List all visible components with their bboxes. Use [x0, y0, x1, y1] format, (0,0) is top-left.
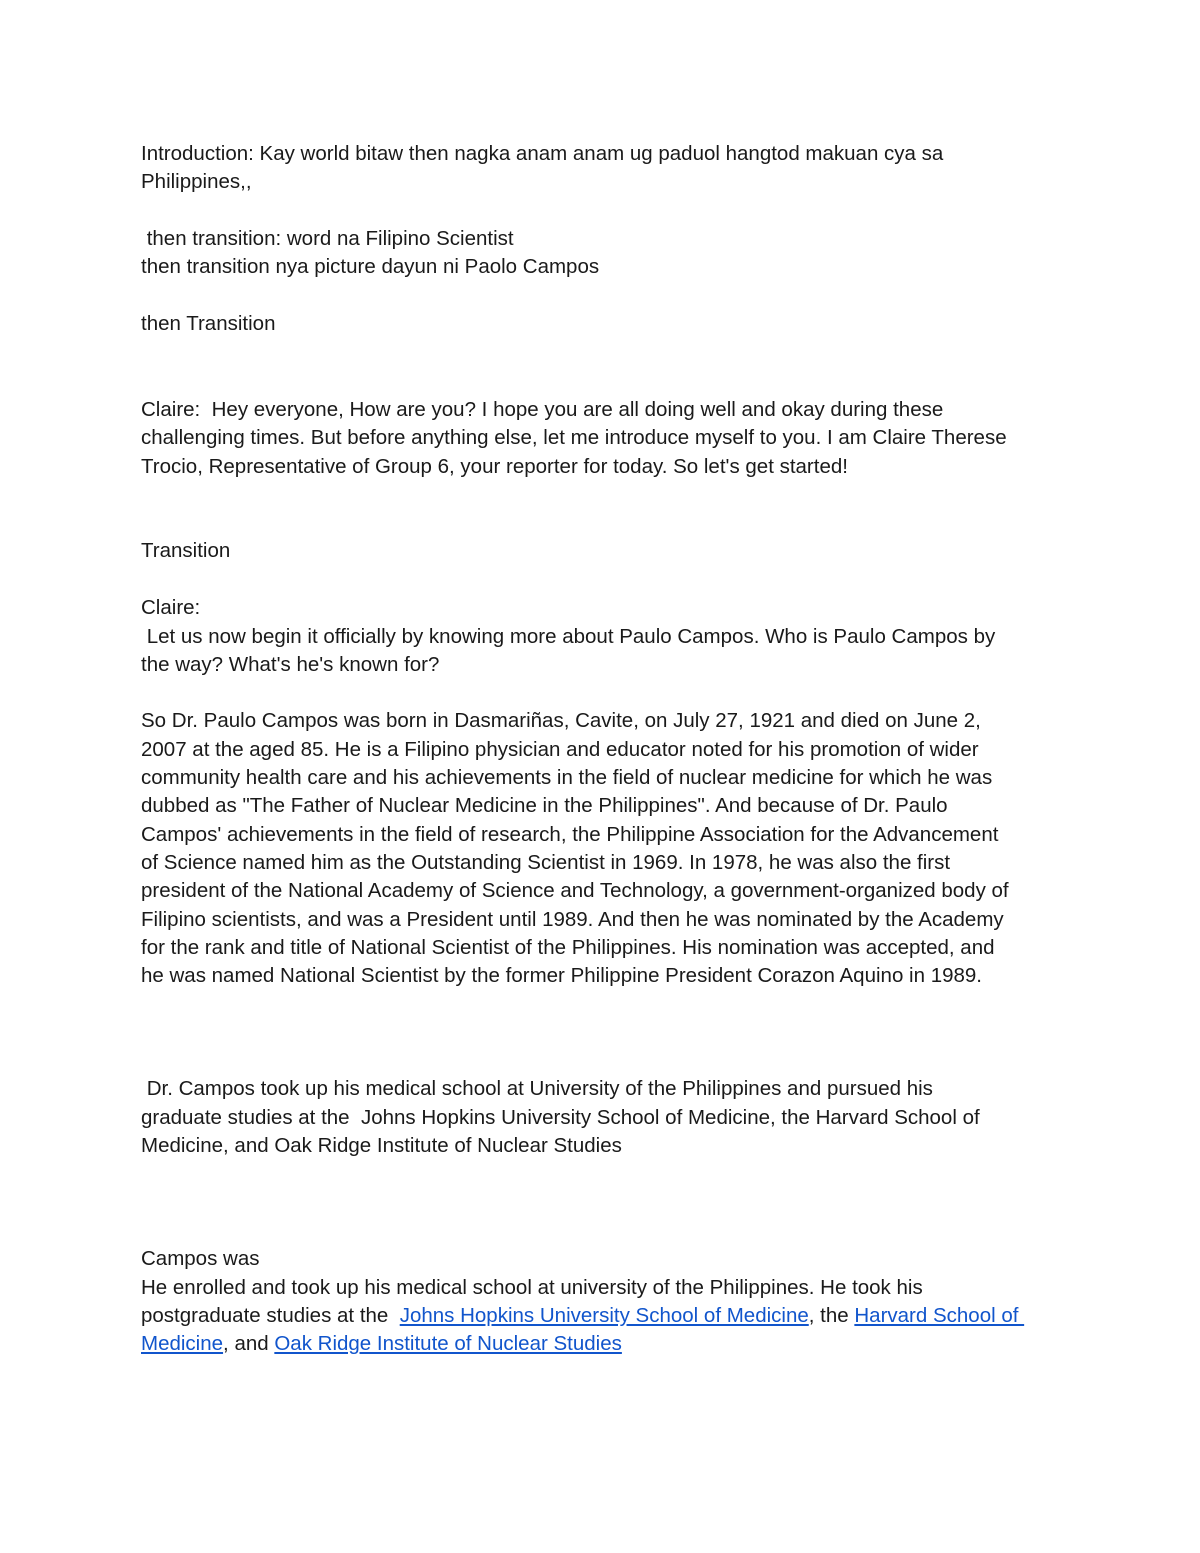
transition-note-line: then Transition: [141, 311, 276, 335]
bio-line: president of the National Academy of Science and Technology, a government-organized body of: [141, 879, 1009, 903]
blank-line: [141, 338, 1071, 396]
question-line: the way? What's he's known for?: [141, 652, 440, 676]
bio-line: So Dr. Paulo Campos was born in Dasmariñas, Cavite, on July 27, 1921 and died on June 2,: [141, 709, 981, 733]
claire-label: Claire:: [141, 596, 201, 620]
blank-line: [141, 679, 1071, 707]
blank-line: [141, 281, 1071, 309]
education-line: graduate studies at the Johns Hopkins University School of Medicine, the Harvard School of: [141, 1105, 980, 1129]
transition-label: Transition: [141, 538, 231, 562]
bio-line: he was named National Scientist by the former Philippine President Corazon Aquino in 1989.: [141, 964, 982, 988]
bio-line: for the rank and title of National Scientist of the Philippines. His nomination was accepted, and: [141, 935, 995, 959]
closing-line-with-links: [141, 1330, 1071, 1358]
bio-line: Campos' achievements in the field of research, the Philippine Association for the Advancement: [141, 822, 999, 846]
claire-intro-line: Claire: Hey everyone, How are you? I hope you are all doing well and okay during these: [141, 398, 944, 422]
closing-text: , and: [223, 1332, 275, 1356]
bio-line: Filipino scientists, and was a President until 1989. And then he was nominated by the Academy: [141, 907, 1004, 931]
closing-heading: Campos was: [141, 1247, 260, 1271]
johns-hopkins-link[interactable]: Johns Hopkins University School of Medicine: [399, 1303, 809, 1327]
bio-line: of Science named him as the Outstanding Scientist in 1969. In 1978, he was also the first: [141, 850, 951, 874]
transition-notes: [141, 225, 1071, 338]
biography-paragraph: [141, 707, 1071, 990]
bio-line: community health care and his achievements in the field of nuclear medicine for which he was: [141, 766, 993, 790]
closing-text: , the: [808, 1303, 855, 1327]
closing-line-with-links: [141, 1302, 1071, 1330]
education-line: Dr. Campos took up his medical school at University of the Philippines and pursued his: [141, 1077, 933, 1101]
claire-intro-line: Trocio, Representative of Group 6, your reporter for today. So let's get started!: [141, 454, 848, 478]
transition-note-line: then transition nya picture dayun ni Paolo Campos: [141, 255, 600, 279]
bio-line: 2007 at the aged 85. He is a Filipino physician and educator noted for his promotion of wider: [141, 737, 979, 761]
blank-line: [141, 990, 1071, 1075]
harvard-link[interactable]: Harvard School of: [854, 1303, 1025, 1327]
document-body: [141, 140, 1071, 1359]
blank-line: [141, 1160, 1071, 1245]
blank-line: [141, 565, 1071, 594]
education-line: Medicine, and Oak Ridge Institute of Nuclear Studies: [141, 1134, 622, 1158]
question-line: Let us now begin it officially by knowing more about Paulo Campos. Who is Paulo Campos by: [141, 624, 996, 648]
blank-line: [141, 481, 1071, 537]
bio-line: dubbed as "The Father of Nuclear Medicine in the Philippines". And because of Dr. Paulo: [141, 794, 948, 818]
question-paragraph: [141, 623, 1071, 680]
intro-line: Introduction: Kay world bitaw then nagka anam anam ug paduol hangtod makuan cya sa: [141, 142, 944, 165]
claire-intro-paragraph: [141, 396, 1071, 481]
closing-line: He enrolled and took up his medical school at university of the Philippines. He took his: [141, 1275, 923, 1299]
closing-paragraph: [141, 1245, 1071, 1358]
harvard-link[interactable]: Medicine: [141, 1332, 224, 1356]
blank-line: [141, 197, 1071, 225]
claire-intro-line: challenging times. But before anything else, let me introduce myself to you. I am Claire Therese: [141, 426, 1007, 450]
intro-line: Philippines,,: [141, 170, 252, 194]
education-paragraph: [141, 1075, 1071, 1160]
intro-paragraph: [141, 140, 1071, 197]
oak-ridge-link[interactable]: Oak Ridge Institute of Nuclear Studies: [274, 1332, 622, 1356]
closing-text: postgraduate studies at the: [141, 1303, 400, 1327]
transition-note-line: then transition: word na Filipino Scientist: [141, 226, 514, 250]
